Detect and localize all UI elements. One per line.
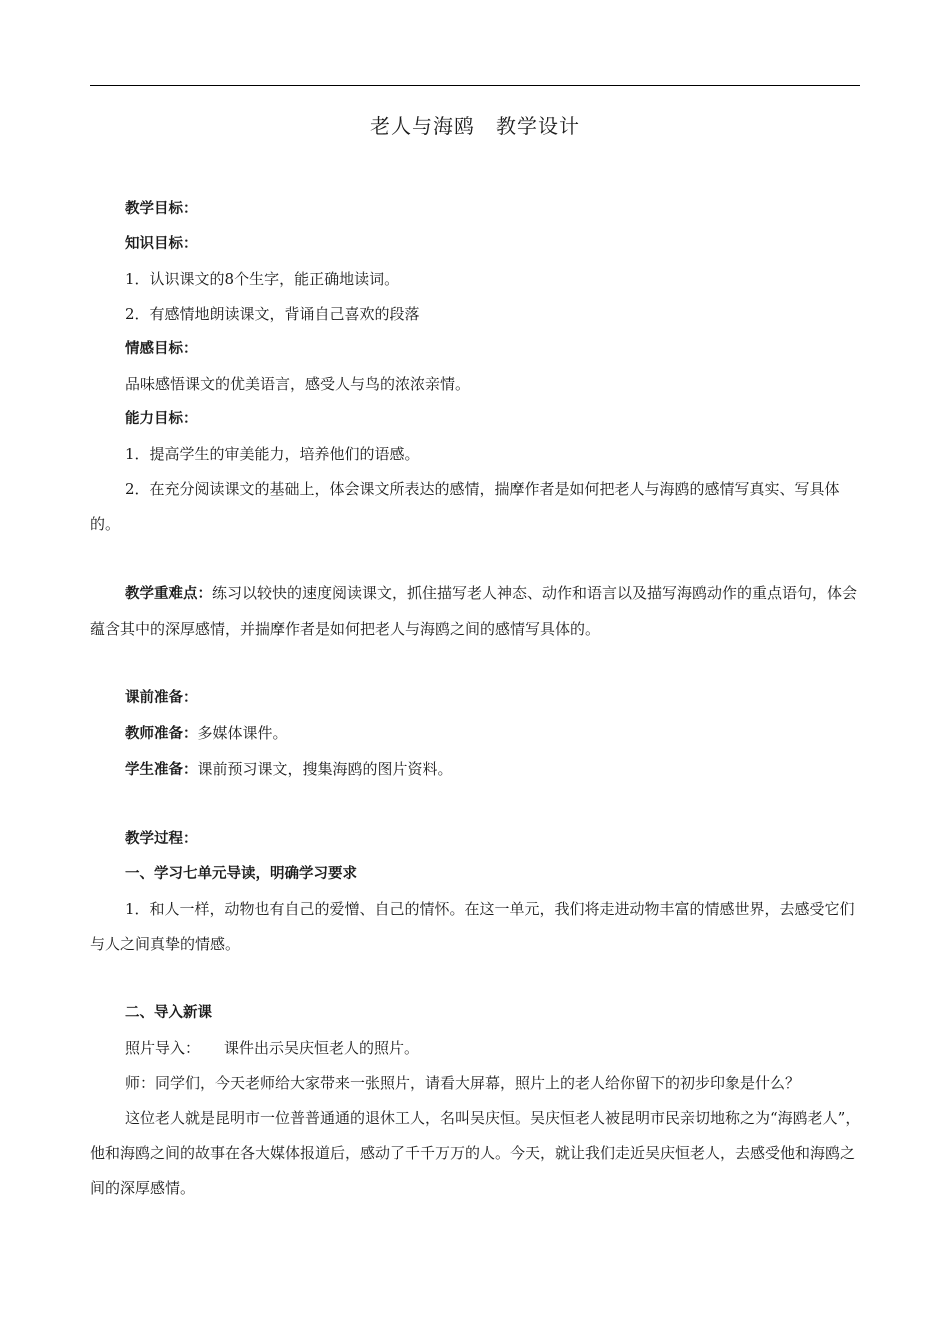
header-rule xyxy=(90,85,860,86)
photo-intro-label: 照片导入： xyxy=(125,1039,201,1057)
goals-heading: 教学目标： xyxy=(125,201,198,217)
key-points-text: 练习以较快的速度阅读课文，抓住描写老人神态、动作和语言以及描写海鸥动作的重点语句，体会蕴含其中的深厚感情，并揣摩作者是如何把老人与海鸥之间的感情写具体的。 xyxy=(90,584,858,638)
prep-heading: 课前准备： xyxy=(125,690,198,706)
section-2-heading: 二、导入新课 xyxy=(125,1005,212,1021)
intro-paragraph: 这位老人就是昆明市一位普普通通的退休工人，名叫吴庆恒。吴庆恒老人被昆明市民亲切地称之为“海鸥老人”，他和海鸥之间的故事在各大媒体报道后，感动了千千万万的人。今天，就让我们走近吴庆恒老人，去感受他和海鸥之间的深厚感情。 xyxy=(90,1109,861,1197)
key-points-paragraph xyxy=(90,576,862,647)
section-1-text: 1．和人一样，动物也有自己的爱憎、自己的情怀。在这一单元，我们将走进动物丰富的情感世界，去感受它们与人之间真挚的情感。 xyxy=(90,900,855,953)
knowledge-item: 2．有感情地朗读课文，背诵自己喜欢的段落 xyxy=(125,305,420,323)
student-prep xyxy=(90,752,862,788)
process-heading: 教学过程： xyxy=(125,831,198,847)
teacher-line: 师：同学们，今天老师给大家带来一张照片，请看大屏幕，照片上的老人给你留下的初步印象是什么？ xyxy=(125,1074,801,1092)
student-prep-label: 学生准备： xyxy=(125,762,198,778)
knowledge-heading: 知识目标： xyxy=(125,236,198,252)
page-title: 老人与海鸥 教学设计 xyxy=(370,114,580,138)
teacher-prep-text: 多媒体课件。 xyxy=(197,724,288,742)
emotion-heading: 情感目标： xyxy=(125,341,198,357)
section-1-heading: 一、学习七单元导读，明确学习要求 xyxy=(125,866,357,882)
document-body xyxy=(90,192,862,1206)
student-prep-text: 课前预习课文，搜集海鸥的图片资料。 xyxy=(197,760,453,778)
key-points-label: 教学重难点： xyxy=(125,586,212,602)
photo-intro xyxy=(90,1031,862,1066)
ability-heading: 能力目标： xyxy=(125,411,198,427)
emotion-text: 品味感悟课文的优美语言，感受人与鸟的浓浓亲情。 xyxy=(125,375,471,393)
photo-intro-text: 课件出示吴庆恒老人的照片。 xyxy=(224,1039,420,1057)
ability-item: 1．提高学生的审美能力，培养他们的语感。 xyxy=(125,445,420,463)
teacher-prep-label: 教师准备： xyxy=(125,726,198,742)
teacher-prep xyxy=(90,716,862,752)
knowledge-item: 1．认识课文的8个生字，能正确地读词。 xyxy=(125,270,400,288)
ability-item: 2．在充分阅读课文的基础上，体会课文所表达的感情，揣摩作者是如何把老人与海鸥的感情写真实、写具体的。 xyxy=(90,480,840,533)
